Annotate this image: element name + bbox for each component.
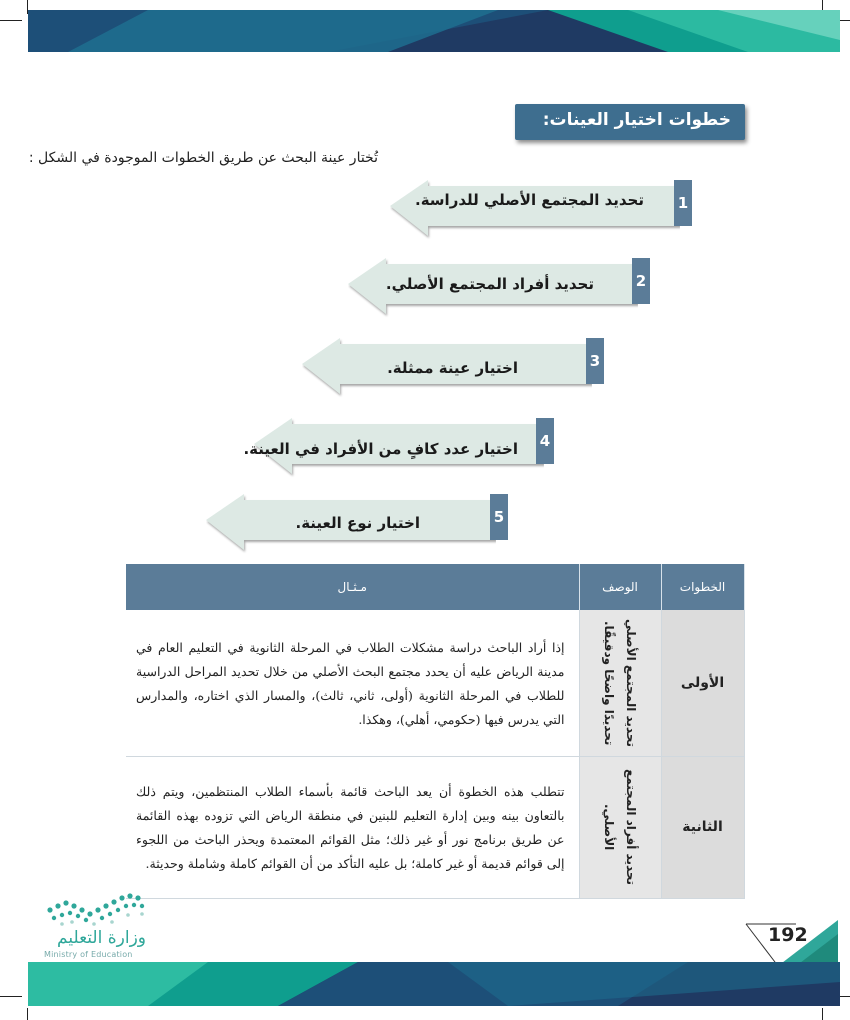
row-example: إذا أراد الباحث دراسة مشكلات الطلاب في المرحلة الثانوية في التعليم العام في مدينة الرياض عليه أن يحدد مجتمع البحث الأصلي من خلال تحديد المراحل الدراسية للطلاب في المرحلة الثانوية (أولى، ثاني، ثالث)، والمسار الذي اختاره، والمدارس التي يدرس فيها (حكومي، أهلي)، وهكذا. — [126, 610, 579, 756]
step-number: 1 — [674, 180, 692, 226]
steps-table — [126, 564, 745, 899]
crop-mark — [822, 1008, 823, 1020]
crop-mark — [27, 1008, 28, 1020]
step-number: 5 — [490, 494, 508, 540]
ministry-logo — [42, 888, 152, 958]
row-description-cell — [579, 610, 661, 756]
bottom-banner — [28, 962, 840, 1006]
section-heading-text: خطوات اختيار العينات: — [542, 110, 731, 130]
header-steps: الخطوات — [661, 564, 744, 610]
step-5 — [206, 494, 510, 558]
logo-dots-icon — [42, 888, 152, 928]
top-banner — [28, 10, 840, 52]
page-number-block — [738, 920, 838, 968]
header-description: الوصف — [579, 564, 661, 610]
row-step: الثانية — [661, 756, 744, 898]
row-example: تتطلب هذه الخطوة أن يعد الباحث قائمة بأسماء الطلاب المنتظمين، ويتم ذلك بالتعاون بينه وبين إدارة التعليم للبنين في منطقة الرياض التي تزوده بهذه القائمة عن طريق برنامج نور أو غير ذلك؛ مثل القوائم المعتمدة ويحذر الباحث من اللجوء إلى قوائم قديمة أو غير كاملة؛ بل عليه التأكد من أن القوائم كاملة وشاملة وحديثة. — [126, 756, 579, 898]
step-text: تحديد أفراد المجتمع الأصلي. — [385, 275, 594, 293]
step-2 — [348, 258, 652, 322]
table-header-row — [126, 564, 744, 610]
ministry-name-en: Ministry of Education — [44, 950, 133, 959]
step-arrow — [390, 180, 680, 244]
step-number: 4 — [536, 418, 554, 464]
table-row — [126, 610, 744, 756]
header-example: مـثـال — [126, 564, 579, 610]
intro-text: تُختار عينة البحث عن طريق الخطوات الموجودة في الشكل : — [28, 150, 378, 166]
step-3 — [302, 338, 606, 402]
step-text: اختيار عينة ممثلة. — [387, 359, 518, 377]
section-heading — [515, 104, 745, 140]
row-step: الأولى — [661, 610, 744, 756]
table-row — [126, 756, 744, 898]
row-description: تحديد المجتمع الأصلي تحديدًا واضحًا ودقيقًا. — [602, 618, 638, 747]
step-4 — [243, 418, 558, 482]
step-text: تحديد المجتمع الأصلي للدراسة. — [415, 191, 644, 209]
crop-mark — [0, 20, 22, 21]
step-text: اختيار عدد كافٍ من الأفراد في العينة. — [243, 440, 518, 458]
step-text: اختيار نوع العينة. — [295, 514, 420, 532]
ministry-name-ar: وزارة التعليم — [57, 928, 146, 948]
row-description-cell — [579, 756, 661, 898]
step-number: 3 — [586, 338, 604, 384]
row-description: تحديد أفراد المجتمع الأصلي. — [602, 768, 638, 886]
step-number: 2 — [632, 258, 650, 304]
page-number: 192 — [768, 924, 808, 946]
crop-mark — [0, 996, 22, 997]
step-1 — [390, 180, 694, 244]
